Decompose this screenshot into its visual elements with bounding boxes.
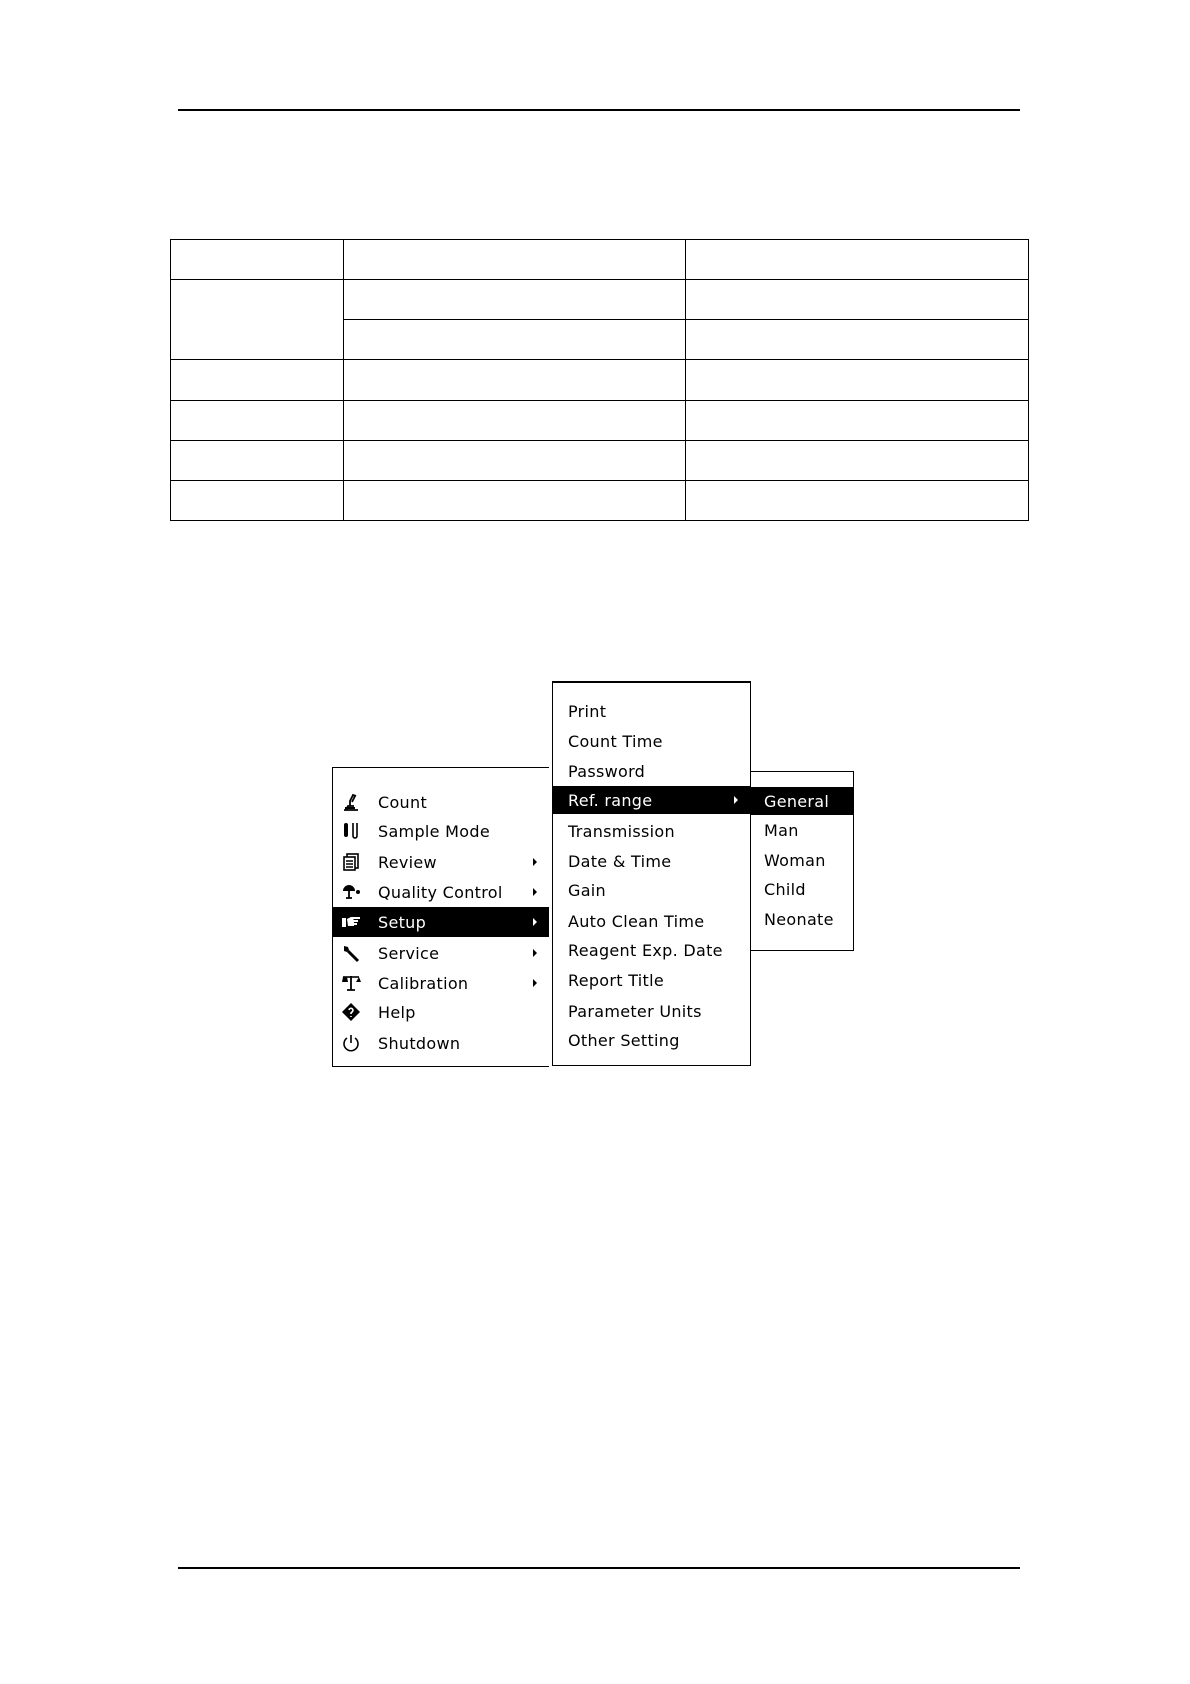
- calibration-icon: [341, 973, 361, 993]
- table-row: [171, 280, 1029, 320]
- empty-table: [170, 239, 1029, 521]
- menu-item-password[interactable]: Password: [568, 761, 646, 781]
- quality-control-icon: [341, 882, 361, 902]
- main-menu: [332, 767, 549, 1067]
- table-row: [171, 400, 1029, 440]
- submenu-arrow-icon: [533, 949, 537, 957]
- menu-item-quality-control[interactable]: Quality Control: [333, 878, 549, 906]
- menu-item-help[interactable]: Help: [333, 998, 549, 1026]
- menu-item-calibration[interactable]: Calibration: [333, 969, 549, 997]
- table-row: [171, 240, 1029, 280]
- footer-rule: [178, 1567, 1020, 1569]
- menu-item-count[interactable]: Count: [333, 788, 549, 816]
- table-row: [171, 480, 1029, 520]
- submenu-arrow-icon: [533, 888, 537, 896]
- submenu-arrow-icon: [533, 918, 537, 926]
- menu-item-shutdown[interactable]: Shutdown: [333, 1029, 549, 1057]
- menu-item-reagent-exp-date[interactable]: Reagent Exp. Date: [568, 940, 723, 960]
- menu-item-sample-mode[interactable]: Sample Mode: [333, 817, 549, 845]
- menu-item-print[interactable]: Print: [568, 701, 607, 721]
- menu-item-report-title[interactable]: Report Title: [568, 970, 665, 990]
- header-rule: [178, 109, 1020, 111]
- menu-item-child[interactable]: Child: [764, 879, 806, 899]
- menu-item-general[interactable]: General: [751, 787, 853, 815]
- menu-item-parameter-units[interactable]: Parameter Units: [568, 1001, 702, 1021]
- menu-item-ref-range[interactable]: Ref. range: [553, 786, 750, 814]
- menu-item-setup[interactable]: Setup: [333, 907, 549, 937]
- menu-item-man[interactable]: Man: [764, 820, 799, 840]
- submenu-arrow-icon: [734, 796, 738, 804]
- submenu-arrow-icon: [533, 979, 537, 987]
- table-row: [171, 440, 1029, 480]
- menu-item-review[interactable]: Review: [333, 848, 549, 876]
- ref-range-submenu: [751, 771, 854, 951]
- menu-item-other-setting[interactable]: Other Setting: [568, 1030, 680, 1050]
- wrench-icon: [341, 943, 361, 963]
- submenu-arrow-icon: [533, 858, 537, 866]
- table-row: [171, 360, 1029, 400]
- menu-item-auto-clean-time[interactable]: Auto Clean Time: [568, 911, 705, 931]
- menu-item-count-time[interactable]: Count Time: [568, 731, 663, 751]
- document-icon: [341, 852, 361, 872]
- menu-item-gain[interactable]: Gain: [568, 880, 606, 900]
- power-icon: [341, 1033, 361, 1053]
- test-tube-icon: [341, 821, 361, 841]
- menu-item-woman[interactable]: Woman: [764, 850, 826, 870]
- menu-item-service[interactable]: Service: [333, 939, 549, 967]
- menu-item-transmission[interactable]: Transmission: [568, 821, 675, 841]
- help-book-icon: [341, 1002, 361, 1022]
- menu-item-neonate[interactable]: Neonate: [764, 909, 834, 929]
- pointing-hand-icon: [341, 912, 361, 932]
- setup-submenu: [552, 681, 751, 1066]
- menu-item-date-time[interactable]: Date & Time: [568, 851, 672, 871]
- microscope-icon: [341, 792, 361, 812]
